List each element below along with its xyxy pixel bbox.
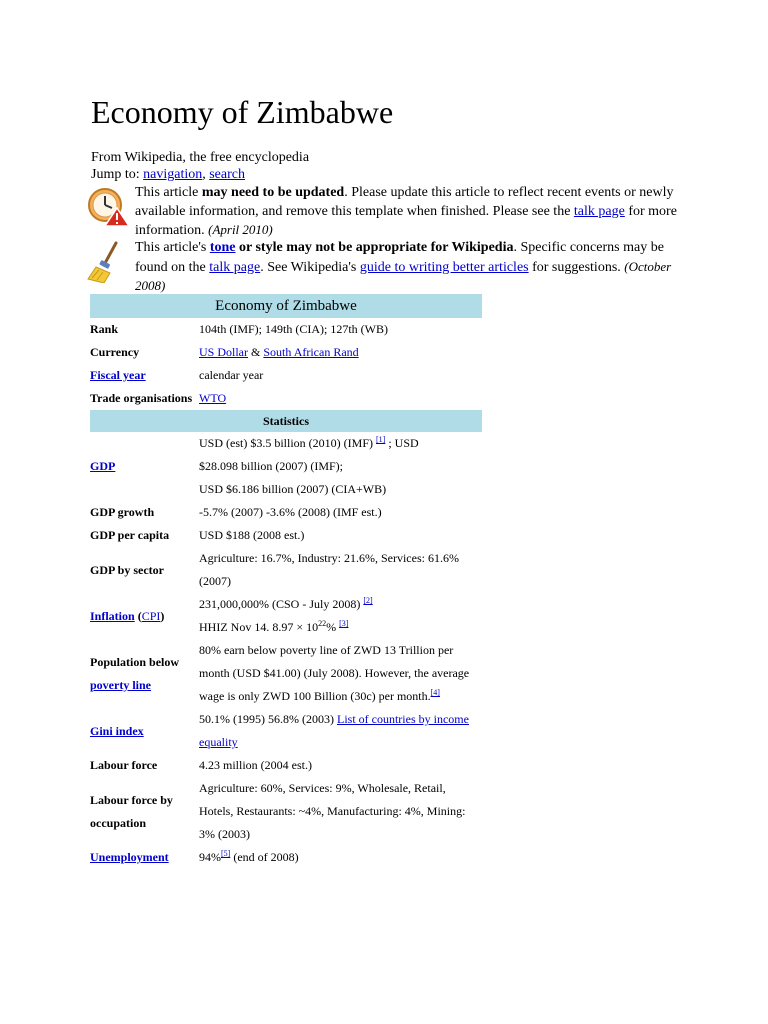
labour-force-label: Labour force bbox=[90, 758, 158, 772]
infobox-row-gdp-by-sector bbox=[90, 547, 482, 593]
site-tagline: From Wikipedia, the free encyclopedia bbox=[91, 150, 310, 165]
inflation-link[interactable]: Inflation bbox=[90, 608, 135, 623]
gdp-per-capita-label: GDP per capita bbox=[90, 528, 170, 542]
unemployment-value: 94%[5] (end of 2008) bbox=[199, 849, 299, 864]
gini-index-value: 50.1% (1995) 56.8% (2003) List of countries by income equality bbox=[199, 712, 469, 749]
gdp-by-sector-value: Agriculture: 16.7%, Industry: 21.6%, Services: 61.6% (2007) bbox=[199, 551, 459, 588]
us-dollar-link[interactable]: US Dollar bbox=[199, 345, 248, 359]
infobox-row-fiscal-year bbox=[90, 364, 482, 387]
gini-index-link[interactable]: Gini index bbox=[90, 723, 144, 738]
fiscal-year-label bbox=[90, 364, 199, 387]
infobox-row-inflation bbox=[90, 593, 482, 639]
infobox-row-gini bbox=[90, 708, 482, 754]
reference-link[interactable]: [5] bbox=[221, 849, 231, 858]
unemployment-label bbox=[90, 846, 199, 869]
infobox-row-gdp bbox=[90, 432, 482, 501]
infobox-caption: Economy of Zimbabwe bbox=[90, 294, 482, 318]
gdp-by-sector-label: GDP by sector bbox=[90, 562, 164, 577]
trade-organisations-value bbox=[199, 387, 482, 410]
infobox-row-currency bbox=[90, 341, 482, 364]
infobox-row-unemployment bbox=[90, 846, 482, 869]
trade-organisations-label: Trade organisations bbox=[90, 391, 193, 405]
infobox-row-population-below-poverty bbox=[90, 639, 482, 708]
labour-by-occupation-label: Labour force by occupation bbox=[90, 792, 173, 830]
infobox-row-gdp-per-capita bbox=[90, 524, 482, 547]
fiscal-year-value: calendar year bbox=[199, 368, 264, 382]
economy-infobox bbox=[90, 294, 482, 869]
south-african-rand-link[interactable]: South African Rand bbox=[263, 345, 359, 359]
gdp-per-capita-value: USD $188 (2008 est.) bbox=[199, 528, 305, 542]
infobox-row-rank bbox=[90, 318, 482, 341]
update-notice-text: This article may need to be updated. Please update this article to reflect recent events or newly available information, and remove this template when finished. Please see the talk page for more information. (April 2010) bbox=[135, 185, 677, 238]
reference-link[interactable]: [2] bbox=[363, 596, 373, 605]
tone-notice-text: This article's tone or style may not be appropriate for Wikipedia. Specific concerns may be found on the talk page. See Wikipedia's guide to writing better articles for suggestions. (October 2008) bbox=[135, 240, 672, 293]
gdp-link[interactable]: GDP bbox=[90, 459, 116, 473]
poverty-line-link[interactable]: poverty line bbox=[90, 677, 151, 692]
wto-link[interactable]: WTO bbox=[199, 391, 227, 405]
writing-guide-link[interactable]: guide to writing better articles bbox=[359, 259, 529, 275]
notice-date: (April 2010) bbox=[208, 222, 273, 237]
jump-to-bar: Jump to: navigation, search bbox=[91, 167, 245, 182]
inflation-value: 231,000,000% (CSO - July 2008) [2] HHIZ Nov 14. $8.97 \times 10^{22}\%$ [3] bbox=[199, 596, 373, 634]
reference-link[interactable]: [3] bbox=[339, 619, 349, 628]
cpi-link[interactable]: CPI bbox=[141, 608, 161, 623]
tone-link[interactable]: tone bbox=[209, 240, 236, 255]
rank-value: 104th (IMF); 149th (CIA); 127th (WB) bbox=[199, 322, 388, 336]
infobox-row-labour-by-occupation bbox=[90, 777, 482, 846]
reference-link[interactable]: [4] bbox=[430, 688, 440, 697]
talk-page-link[interactable]: talk page bbox=[209, 259, 261, 275]
currency-label: Currency bbox=[90, 345, 140, 359]
gdp-growth-label: GDP growth bbox=[90, 505, 155, 519]
jump-to-label: Jump to: bbox=[91, 167, 140, 182]
clock-warning-icon bbox=[86, 184, 130, 228]
gdp-growth-value: -5.7% (2007) -3.6% (2008) (IMF est.) bbox=[199, 505, 382, 519]
inflation-label: Inflation (CPI) bbox=[90, 608, 165, 623]
broom-icon bbox=[86, 239, 130, 283]
labour-by-occupation-value: Agriculture: 60%, Services: 9%, Wholesale, Retail, Hotels, Restaurants: ~4%, Manufacturing: 4%, Mining: 3% (2003) bbox=[199, 781, 466, 841]
income-equality-list-link[interactable]: List of countries by income equality bbox=[199, 712, 469, 749]
notice-date: (October 2008) bbox=[135, 258, 672, 293]
reference-link[interactable]: [1] bbox=[376, 435, 386, 444]
fiscal-year-link[interactable]: Fiscal year bbox=[90, 368, 146, 382]
population-below-poverty-value: 80% earn below poverty line of ZWD 13 Trillion per month (USD $41.00) (July 2008). However, the average wage is only ZWD 100 Billion (30c) per month.[4] bbox=[199, 643, 470, 703]
unemployment-link[interactable]: Unemployment bbox=[90, 850, 169, 864]
currency-value: US Dollar & South African Rand bbox=[199, 345, 359, 359]
talk-page-link[interactable]: talk page bbox=[573, 203, 625, 219]
population-below-poverty-label: Population below poverty line bbox=[90, 654, 180, 692]
labour-force-value: 4.23 million (2004 est.) bbox=[199, 758, 312, 772]
infobox-row-labour-force bbox=[90, 754, 482, 777]
page-title: Economy of Zimbabwe bbox=[91, 94, 394, 130]
statistics-header: Statistics bbox=[90, 410, 482, 432]
infobox-row-gdp-growth bbox=[90, 501, 482, 524]
gdp-label bbox=[90, 432, 199, 501]
jump-search-link[interactable]: search bbox=[209, 167, 245, 182]
gdp-value: USD (est) $3.5 billion (2010) (IMF) [1] ; USD $28.098 billion (2007) (IMF); USD $6.186 billion (2007) (CIA+WB) bbox=[199, 435, 419, 496]
jump-navigation-link[interactable]: navigation bbox=[143, 167, 203, 182]
rank-label: Rank bbox=[90, 322, 119, 336]
infobox-row-trade bbox=[90, 387, 482, 410]
gini-index-label bbox=[90, 708, 199, 754]
